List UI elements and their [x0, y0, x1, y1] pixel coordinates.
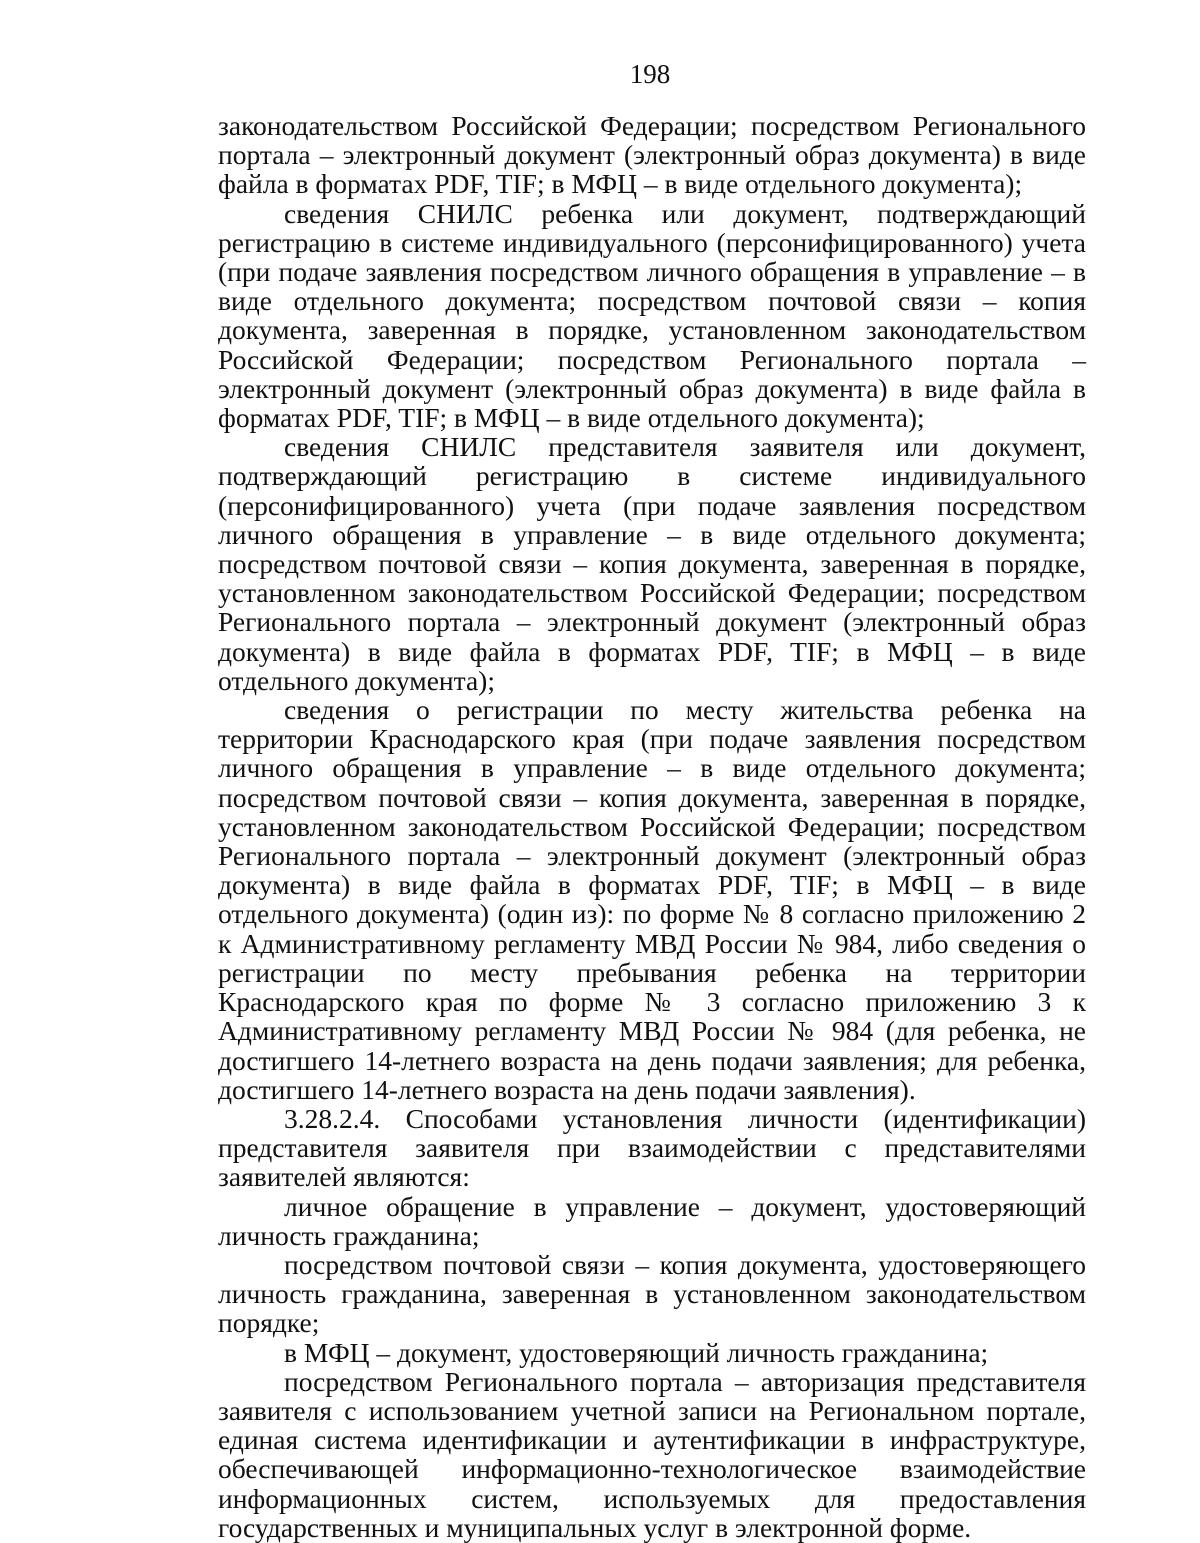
paragraph: сведения о регистрации по месту жительства ребенка на территории Краснодарского края (при подаче заявления посредством личного обращения в управление – в виде отдельного документа; посредством почтовой связи – копия документа, заверенная в порядке, установленном законодательством Российской Федерации; посредством Регионального портала – электронный документ (электронный образ документа) в виде файла в форматах PDF, TIF; в МФЦ – в виде отдельного документа) (один из): по форме № 8 согласно приложению 2 к Административному регламенту МВД России № 984, либо сведения о регистрации по месту пребывания ребенка на территории Краснодарского края по форме № 3 согласно приложению 3 к Административному регламенту МВД России № 984 (для ребенка, не достигшего 14-летнего возраста на день подачи заявления; для ребенка, достигшего 14-летнего возраста на день подачи заявления).	[218, 694, 1086, 1105]
paragraph: посредством Регионального портала – авторизация представителя заявителя с использованием учетной записи на Региональном портале, единая система идентификации и аутентификации в инфраструктуре, обеспечивающей информационно-технологическое взаимодействие информационных систем, используемых для предоставления государственных и муниципальных услуг в электронной форме.	[218, 1365, 1086, 1543]
paragraph: в МФЦ – документ, удостоверяющий личность гражданина;	[284, 1336, 989, 1368]
paragraph: сведения СНИЛС ребенка или документ, подтверждающий регистрацию в системе индивидуального (персонифицированного) учета (при подаче заявления посредством личного обращения в управление – в виде отдельного документа; посредством почтовой связи – копия документа, заверенная в порядке, установленном законодательством Российской Федерации; посредством Регионального портала – электронный документ (электронный образ документа) в виде файла в форматах PDF, TIF; в МФЦ – в виде отдельного документа);	[218, 197, 1086, 434]
paragraph: сведения СНИЛС представителя заявителя или документ, подтверждающий регистрацию в системе индивидуального (персонифицированного) учета (при подаче заявления посредством личного обращения в управление – в виде отдельного документа; посредством почтовой связи – копия документа, заверенная в порядке, установленном законодательством Российской Федерации; посредством Регионального портала – электронный документ (электронный образ документа) в виде файла в форматах PDF, TIF; в МФЦ – в виде отдельного документа);	[218, 431, 1086, 696]
document-body	[218, 111, 1086, 1542]
paragraph: посредством почтовой связи – копия документа, удостоверяющего личность гражданина, заверенная в установленном законодательством порядке;	[218, 1248, 1086, 1339]
page-number: 198	[629, 59, 671, 89]
paragraph: личное обращение в управление – документ, удостоверяющий личность гражданина;	[218, 1190, 1086, 1251]
paragraph: законодательством Российской Федерации; посредством Регионального портала – электронный документ (электронный образ документа) в виде файла в форматах PDF, TIF; в МФЦ – в виде отдельного документа);	[218, 110, 1086, 200]
paragraph: 3.28.2.4. Способами установления личности (идентификации) представителя заявителя при взаимодействии с представителями заявителей являются:	[218, 1102, 1086, 1193]
